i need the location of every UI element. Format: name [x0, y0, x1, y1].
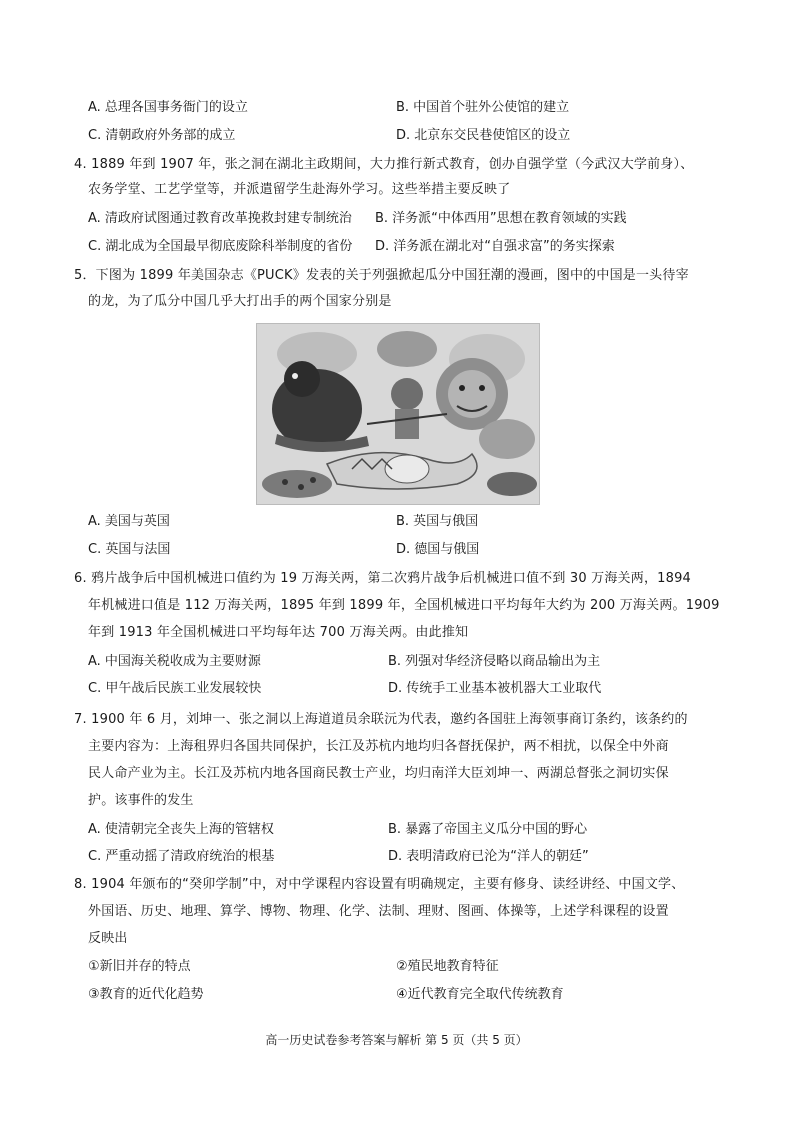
q8-option-3: ③教育的近代化趋势 — [88, 987, 204, 1002]
q6-stem-line1: 6. 鸦片战争后中国机械进口值约为 19 万海关两，第二次鸦片战争后机械进口值不到 30 万海关两，1894 — [74, 571, 692, 586]
q4-option-a: A. 清政府试图通过教育改革挽救封建专制统治 — [88, 211, 352, 226]
q8-option-4: ④近代教育完全取代传统教育 — [396, 987, 564, 1002]
q4-option-b: B. 洋务派“中体西用”思想在教育领域的实践 — [375, 211, 627, 226]
q6-option-b: B. 列强对华经济侵略以商品输出为主 — [388, 654, 601, 669]
q7-stem-line3: 民人命产业为主。长江及苏杭内地各国商民教士产业，均归南洋大臣刘坤一、两湖总督张之洞切实保 — [88, 766, 669, 781]
q8-option-2: ②殖民地教育特征 — [396, 959, 499, 974]
q6-stem-line3: 年到 1913 年全国机械进口平均每年达 700 万海关两。由此推知 — [88, 625, 469, 640]
q8-stem-line1: 8. 1904 年颁布的“癸卯学制”中，对中学课程内容设置有明确规定，主要有修身、读经讲经、中国文学、 — [74, 877, 685, 892]
q7-option-a: A. 使清朝完全丧失上海的管辖权 — [88, 822, 274, 837]
q5-option-a: A. 美国与英国 — [88, 514, 170, 529]
q7-stem-line1: 7. 1900 年 6 月，刘坤一、张之洞以上海道道员余联沅为代表，邀约各国驻上海领事商订条约，该条约的 — [74, 712, 688, 727]
q3-option-a: A. 总理各国事务衙门的设立 — [88, 100, 248, 115]
q5-option-c: C. 英国与法国 — [88, 542, 171, 557]
q6-option-a: A. 中国海关税收成为主要财源 — [88, 654, 261, 669]
q3-option-b: B. 中国首个驻外公使馆的建立 — [396, 100, 570, 115]
q7-option-c: C. 严重动摇了清政府统治的根基 — [88, 849, 275, 864]
q7-stem-line2: 主要内容为：上海租界归各国共同保护，长江及苏杭内地均归各督抚保护，两不相扰，以保全中外商 — [88, 739, 669, 754]
puck-cartoon-image — [256, 323, 540, 505]
q4-stem-line2: 农务学堂、工艺学堂等，并派遣留学生赴海外学习。这些举措主要反映了 — [88, 182, 511, 197]
q3-option-d: D. 北京东交民巷使馆区的设立 — [396, 128, 571, 143]
q6-option-d: D. 传统手工业基本被机器大工业取代 — [388, 681, 602, 696]
q4-stem-line1: 4. 1889 年到 1907 年，张之洞在湖北主政期间，大力推行新式教育，创办自强学堂（今武汉大学前身）、 — [74, 157, 694, 172]
q5-stem-line1: 5．下图为 1899 年美国杂志《PUCK》发表的关于列强掀起瓜分中国狂潮的漫画，图中的中国是一头待宰 — [74, 268, 689, 283]
q5-option-d: D. 德国与俄国 — [396, 542, 480, 557]
q5-stem-line2: 的龙，为了瓜分中国几乎大打出手的两个国家分别是 — [88, 294, 392, 309]
q6-stem-line2: 年机械进口值是 112 万海关两，1895 年到 1899 年，全国机械进口平均每年大约为 200 万海关两。1909 — [88, 598, 720, 613]
page-footer: 高一历史试卷参考答案与解析 第 5 页（共 5 页） — [265, 1033, 528, 1047]
q7-option-b: B. 暴露了帝国主义瓜分中国的野心 — [388, 822, 588, 837]
q4-option-c: C. 湖北成为全国最早彻底废除科举制度的省份 — [88, 239, 353, 254]
q7-option-d: D. 表明清政府已沦为“洋人的朝廷” — [388, 849, 589, 864]
q6-option-c: C. 甲午战后民族工业发展较快 — [88, 681, 262, 696]
q8-stem-line3: 反映出 — [88, 931, 128, 946]
q3-option-c: C. 清朝政府外务部的成立 — [88, 128, 236, 143]
q4-option-d: D. 洋务派在湖北对“自强求富”的务实探索 — [375, 239, 615, 254]
q5-option-b: B. 英国与俄国 — [396, 514, 479, 529]
q8-stem-line2: 外国语、历史、地理、算学、博物、物理、化学、法制、理财、图画、体操等，上述学科课程的设置 — [88, 904, 669, 919]
q8-option-1: ①新旧并存的特点 — [88, 959, 191, 974]
q7-stem-line4: 护。该事件的发生 — [88, 793, 194, 808]
